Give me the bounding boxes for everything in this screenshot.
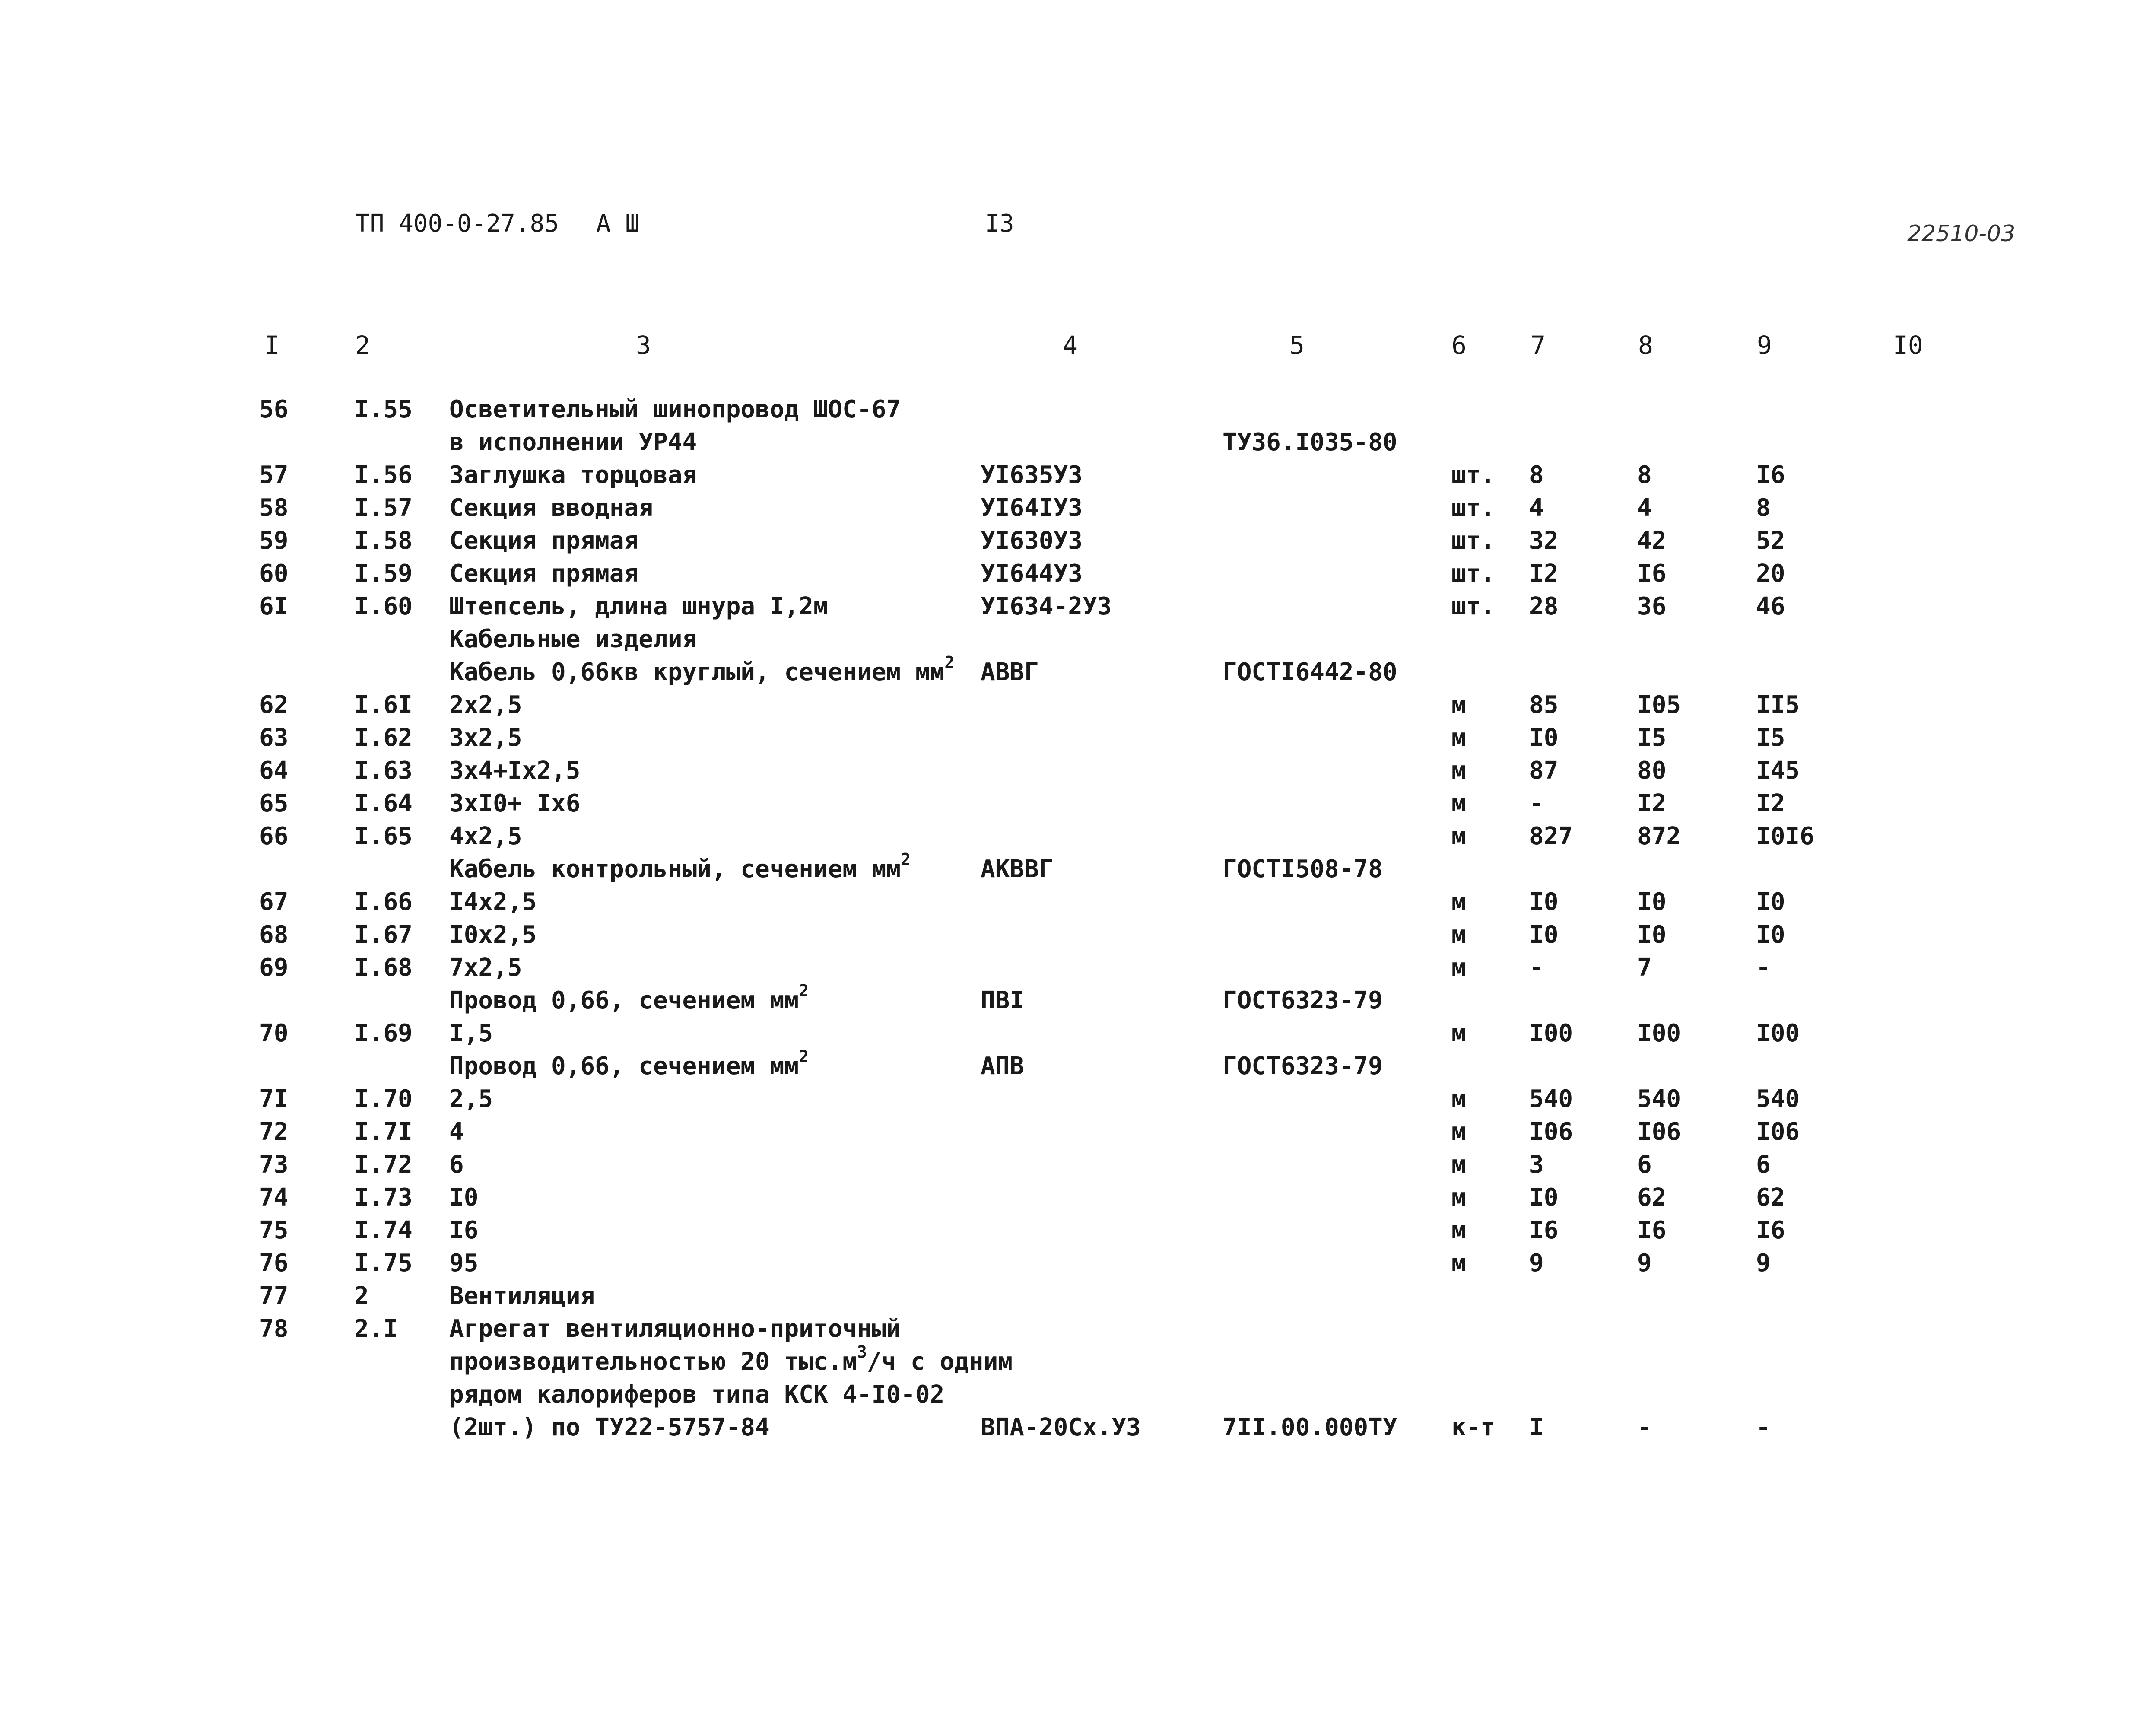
- position-code: I.57: [354, 494, 413, 522]
- table-row: [0, 623, 2156, 656]
- item-name-text: Секция вводная: [449, 494, 654, 522]
- item-name: [449, 557, 638, 590]
- superscript: 3: [857, 1342, 867, 1362]
- item-name: [449, 820, 522, 853]
- item-type: УI64IУЗ: [981, 494, 1083, 522]
- unit: шт.: [1451, 527, 1496, 555]
- unit: м: [1451, 724, 1466, 752]
- item-type: ПВI: [981, 986, 1025, 1015]
- column-number-9: 9: [1757, 331, 1772, 360]
- table-row: [0, 525, 2156, 557]
- section-label: А Ш: [596, 210, 640, 238]
- item-type: УI635УЗ: [981, 461, 1083, 489]
- quantity-2: 540: [1637, 1085, 1681, 1113]
- position-code: I.69: [354, 1019, 413, 1047]
- quantity-2: I6: [1637, 1216, 1667, 1244]
- unit: м: [1451, 691, 1466, 719]
- position-code: I.60: [354, 592, 413, 620]
- unit: м: [1451, 1216, 1466, 1244]
- quantity-3: 62: [1756, 1183, 1785, 1212]
- standard-document: ТУ36.I035-80: [1222, 428, 1397, 456]
- position-code: I.56: [354, 461, 413, 489]
- item-name: [449, 1280, 595, 1313]
- table-row: [0, 1017, 2156, 1050]
- item-name-text: 95: [449, 1249, 479, 1277]
- position-code: 2: [354, 1282, 369, 1310]
- unit: м: [1451, 1249, 1466, 1277]
- item-name-text: Провод 0,66, сечением мм: [449, 1052, 799, 1080]
- table-row: [0, 393, 2156, 426]
- item-name: [449, 1247, 478, 1280]
- unit: м: [1451, 1118, 1466, 1146]
- quantity-1: I06: [1529, 1118, 1573, 1146]
- unit: шт.: [1451, 560, 1496, 588]
- item-name-text: (2шт.) по ТУ22-5757-84: [449, 1413, 770, 1441]
- quantity-2: -: [1637, 1413, 1652, 1441]
- quantity-1: I6: [1529, 1216, 1559, 1244]
- item-name: [449, 850, 911, 886]
- standard-document: ГОСТ6323-79: [1222, 1052, 1383, 1080]
- position-code: I.62: [354, 724, 413, 752]
- item-name: [449, 1017, 493, 1050]
- document-code: ТП 400-0-27.85: [355, 210, 559, 238]
- table-row: [0, 1181, 2156, 1214]
- item-name: [449, 1181, 478, 1214]
- quantity-1: 85: [1529, 691, 1559, 719]
- unit: м: [1451, 822, 1466, 850]
- item-type: АКВВГ: [981, 855, 1054, 883]
- position-code: I.73: [354, 1183, 413, 1212]
- table-row: [0, 754, 2156, 787]
- table-row: [0, 459, 2156, 492]
- column-number-10: I0: [1893, 331, 1923, 360]
- item-name-text: Заглушка торцовая: [449, 461, 697, 489]
- unit: м: [1451, 757, 1466, 785]
- quantity-3: 8: [1756, 494, 1771, 522]
- quantity-3: I5: [1756, 724, 1785, 752]
- standard-document: 7II.00.000ТУ: [1222, 1413, 1397, 1441]
- position-code: I.70: [354, 1085, 413, 1113]
- item-type: УI630УЗ: [981, 527, 1083, 555]
- quantity-2: 9: [1637, 1249, 1652, 1277]
- unit: шт.: [1451, 494, 1496, 522]
- table-row: [0, 1280, 2156, 1313]
- item-name-text: I,5: [449, 1019, 493, 1047]
- item-name-text: Провод 0,66, сечением мм: [449, 986, 799, 1015]
- position-code: I.75: [354, 1249, 413, 1277]
- item-name-text: I6: [449, 1216, 479, 1244]
- position-code: I.58: [354, 527, 413, 555]
- quantity-3: II5: [1756, 691, 1800, 719]
- table-row: [0, 1247, 2156, 1280]
- table-row: [0, 1148, 2156, 1181]
- standard-document: ГОСТ6323-79: [1222, 986, 1383, 1015]
- column-number-2: 2: [355, 331, 370, 360]
- item-name-text: рядом калориферов типа КСК 4-I0-02: [449, 1380, 945, 1409]
- quantity-3: I00: [1756, 1019, 1800, 1047]
- row-number: 73: [259, 1151, 289, 1179]
- quantity-3: 46: [1756, 592, 1785, 620]
- quantity-3: 9: [1756, 1249, 1771, 1277]
- page-number: I3: [985, 210, 1014, 238]
- item-name-text: Секция прямая: [449, 560, 639, 588]
- item-name-text: Кабель 0,66кв круглый, сечением мм: [449, 658, 945, 686]
- table-row: [0, 653, 2156, 689]
- quantity-2: I06: [1637, 1118, 1681, 1146]
- item-name: [449, 426, 697, 459]
- item-name: [449, 951, 522, 984]
- item-type: АВВГ: [981, 658, 1039, 686]
- row-number: 78: [259, 1315, 289, 1343]
- item-name: [449, 1342, 1013, 1378]
- row-number: 58: [259, 494, 289, 522]
- quantity-2: 80: [1637, 757, 1667, 785]
- item-name: [449, 1083, 493, 1116]
- table-row: [0, 1083, 2156, 1116]
- table-row: [0, 820, 2156, 853]
- item-name: [449, 623, 697, 656]
- item-name: [449, 754, 580, 787]
- quantity-1: -: [1529, 954, 1544, 982]
- quantity-1: I0: [1529, 1183, 1559, 1212]
- row-number: 65: [259, 789, 289, 817]
- table-row: [0, 1116, 2156, 1148]
- row-number: 6I: [259, 592, 289, 620]
- item-name-text: 4: [449, 1118, 464, 1146]
- table-row: [0, 981, 2156, 1017]
- quantity-3: 540: [1756, 1085, 1800, 1113]
- column-number-1: I: [264, 331, 279, 360]
- standard-document: ГОСТI508-78: [1222, 855, 1383, 883]
- column-number-7: 7: [1530, 331, 1546, 360]
- row-number: 62: [259, 691, 289, 719]
- row-number: 57: [259, 461, 289, 489]
- unit: м: [1451, 1085, 1466, 1113]
- item-name-text: 2х2,5: [449, 691, 522, 719]
- position-code: 2.I: [354, 1315, 398, 1343]
- item-type: ВПА-20Сх.УЗ: [981, 1413, 1141, 1441]
- item-type: АПВ: [981, 1052, 1025, 1080]
- column-number-6: 6: [1451, 331, 1467, 360]
- table-row: [0, 919, 2156, 951]
- item-name: [449, 981, 809, 1017]
- item-name-text: I0х2,5: [449, 921, 537, 949]
- row-number: 69: [259, 954, 289, 982]
- item-name: [449, 722, 522, 754]
- quantity-3: I0I6: [1756, 822, 1814, 850]
- quantity-2: I00: [1637, 1019, 1681, 1047]
- item-name-text: Вентиляция: [449, 1282, 595, 1310]
- quantity-1: I: [1529, 1413, 1544, 1441]
- quantity-1: -: [1529, 789, 1544, 817]
- superscript: 2: [799, 981, 809, 1001]
- quantity-2: I6: [1637, 560, 1667, 588]
- table-row: [0, 492, 2156, 525]
- superscript: 2: [901, 850, 911, 869]
- item-name: [449, 393, 901, 426]
- quantity-3: I06: [1756, 1118, 1800, 1146]
- item-name-text: 6: [449, 1151, 464, 1179]
- row-number: 72: [259, 1118, 289, 1146]
- item-name: [449, 459, 697, 492]
- item-name-text: Агрегат вентиляционно-приточный: [449, 1315, 901, 1343]
- row-number: 74: [259, 1183, 289, 1212]
- item-name-text: 7х2,5: [449, 954, 522, 982]
- item-name-suffix: /ч с одним: [867, 1348, 1013, 1376]
- quantity-3: I6: [1756, 461, 1785, 489]
- item-name: [449, 525, 638, 557]
- position-code: I.68: [354, 954, 413, 982]
- item-name: [449, 689, 522, 722]
- row-number: 77: [259, 1282, 289, 1310]
- superscript: 2: [799, 1047, 809, 1066]
- position-code: I.55: [354, 395, 413, 423]
- item-name-text: Осветительный шинопровод ШОС-67: [449, 395, 901, 423]
- inventory-stamp: 22510-03: [1907, 221, 2016, 247]
- quantity-3: I0: [1756, 888, 1785, 916]
- quantity-1: 540: [1529, 1085, 1573, 1113]
- position-code: I.64: [354, 789, 413, 817]
- item-name-text: в исполнении УР44: [449, 428, 697, 456]
- unit: м: [1451, 1183, 1466, 1212]
- position-code: I.65: [354, 822, 413, 850]
- row-number: 63: [259, 724, 289, 752]
- quantity-2: I2: [1637, 789, 1667, 817]
- column-number-8: 8: [1638, 331, 1653, 360]
- quantity-3: 20: [1756, 560, 1785, 588]
- quantity-2: I0: [1637, 921, 1667, 949]
- quantity-3: -: [1756, 954, 1771, 982]
- item-name: [449, 1116, 464, 1148]
- item-name-text: I0: [449, 1183, 479, 1212]
- quantity-1: 3: [1529, 1151, 1544, 1179]
- position-code: I.63: [354, 757, 413, 785]
- quantity-2: I05: [1637, 691, 1681, 719]
- item-name-text: 2,5: [449, 1085, 493, 1113]
- quantity-2: I5: [1637, 724, 1667, 752]
- quantity-3: I2: [1756, 789, 1785, 817]
- item-name: [449, 1047, 809, 1083]
- item-name: [449, 1148, 464, 1181]
- item-name-text: Секция прямая: [449, 527, 639, 555]
- quantity-1: 4: [1529, 494, 1544, 522]
- item-name-text: I4х2,5: [449, 888, 537, 916]
- quantity-1: 32: [1529, 527, 1559, 555]
- position-code: I.59: [354, 560, 413, 588]
- row-number: 7I: [259, 1085, 289, 1113]
- row-number: 66: [259, 822, 289, 850]
- quantity-2: 7: [1637, 954, 1652, 982]
- item-name: [449, 886, 537, 919]
- column-number-3: 3: [636, 331, 651, 360]
- table-row: [0, 557, 2156, 590]
- item-name: [449, 492, 653, 525]
- table-row: [0, 1342, 2156, 1378]
- column-number-5: 5: [1289, 331, 1305, 360]
- quantity-1: I0: [1529, 724, 1559, 752]
- row-number: 59: [259, 527, 289, 555]
- position-code: I.67: [354, 921, 413, 949]
- row-number: 76: [259, 1249, 289, 1277]
- item-name: [449, 1411, 770, 1444]
- table-row: [0, 850, 2156, 886]
- item-name: [449, 787, 580, 820]
- row-number: 75: [259, 1216, 289, 1244]
- item-name-text: производительностью 20 тыс.м: [449, 1348, 857, 1376]
- table-row: [0, 951, 2156, 984]
- quantity-2: 6: [1637, 1151, 1652, 1179]
- unit: м: [1451, 921, 1466, 949]
- quantity-1: I0: [1529, 888, 1559, 916]
- superscript: 2: [944, 653, 955, 672]
- item-type: УI644УЗ: [981, 560, 1083, 588]
- quantity-1: 28: [1529, 592, 1559, 620]
- quantity-1: 8: [1529, 461, 1544, 489]
- quantity-3: 52: [1756, 527, 1785, 555]
- quantity-2: 872: [1637, 822, 1681, 850]
- quantity-3: -: [1756, 1413, 1771, 1441]
- item-name: [449, 1378, 944, 1411]
- item-name: [449, 1313, 901, 1345]
- row-number: 70: [259, 1019, 289, 1047]
- table-row: [0, 886, 2156, 919]
- unit: м: [1451, 1151, 1466, 1179]
- item-name: [449, 590, 828, 623]
- item-name-text: 4х2,5: [449, 822, 522, 850]
- position-code: I.72: [354, 1151, 413, 1179]
- item-name-text: 3х4+Iх2,5: [449, 757, 581, 785]
- quantity-2: I0: [1637, 888, 1667, 916]
- table-row: [0, 1214, 2156, 1247]
- item-name: [449, 1214, 478, 1247]
- item-name: [449, 919, 537, 951]
- position-code: I.6I: [354, 691, 413, 719]
- quantity-3: I45: [1756, 757, 1800, 785]
- unit: м: [1451, 954, 1466, 982]
- specification-table: [0, 393, 2156, 1444]
- item-name-text: Кабель контрольный, сечением мм: [449, 855, 901, 883]
- quantity-2: 4: [1637, 494, 1652, 522]
- quantity-1: 87: [1529, 757, 1559, 785]
- position-code: I.74: [354, 1216, 413, 1244]
- item-name-text: 3х2,5: [449, 724, 522, 752]
- row-number: 68: [259, 921, 289, 949]
- quantity-1: 9: [1529, 1249, 1544, 1277]
- position-code: I.7I: [354, 1118, 413, 1146]
- table-row: [0, 1047, 2156, 1083]
- quantity-3: 6: [1756, 1151, 1771, 1179]
- item-name: [449, 653, 955, 689]
- table-row: [0, 722, 2156, 754]
- quantity-2: 36: [1637, 592, 1667, 620]
- quantity-2: 62: [1637, 1183, 1667, 1212]
- table-row: [0, 590, 2156, 623]
- row-number: 56: [259, 395, 289, 423]
- quantity-3: I6: [1756, 1216, 1785, 1244]
- item-type: УI634-2УЗ: [981, 592, 1112, 620]
- table-row: [0, 1378, 2156, 1411]
- quantity-2: 8: [1637, 461, 1652, 489]
- quantity-2: 42: [1637, 527, 1667, 555]
- table-row: [0, 1411, 2156, 1444]
- row-number: 64: [259, 757, 289, 785]
- row-number: 67: [259, 888, 289, 916]
- item-name-text: Штепсель, длина шнура I,2м: [449, 592, 828, 620]
- item-name-text: 3хI0+ Iх6: [449, 789, 581, 817]
- quantity-1: 827: [1529, 822, 1573, 850]
- unit: шт.: [1451, 592, 1496, 620]
- unit: м: [1451, 888, 1466, 916]
- column-number-4: 4: [1063, 331, 1078, 360]
- table-row: [0, 426, 2156, 459]
- table-row: [0, 1313, 2156, 1345]
- row-number: 60: [259, 560, 289, 588]
- table-row: [0, 689, 2156, 722]
- unit: шт.: [1451, 461, 1496, 489]
- quantity-1: I2: [1529, 560, 1559, 588]
- standard-document: ГОСТI6442-80: [1222, 658, 1397, 686]
- unit: м: [1451, 1019, 1466, 1047]
- unit: м: [1451, 789, 1466, 817]
- table-row: [0, 787, 2156, 820]
- quantity-3: I0: [1756, 921, 1785, 949]
- quantity-1: I00: [1529, 1019, 1573, 1047]
- position-code: I.66: [354, 888, 413, 916]
- item-name-text: Кабельные изделия: [449, 625, 697, 653]
- quantity-1: I0: [1529, 921, 1559, 949]
- unit: к-т: [1451, 1413, 1496, 1441]
